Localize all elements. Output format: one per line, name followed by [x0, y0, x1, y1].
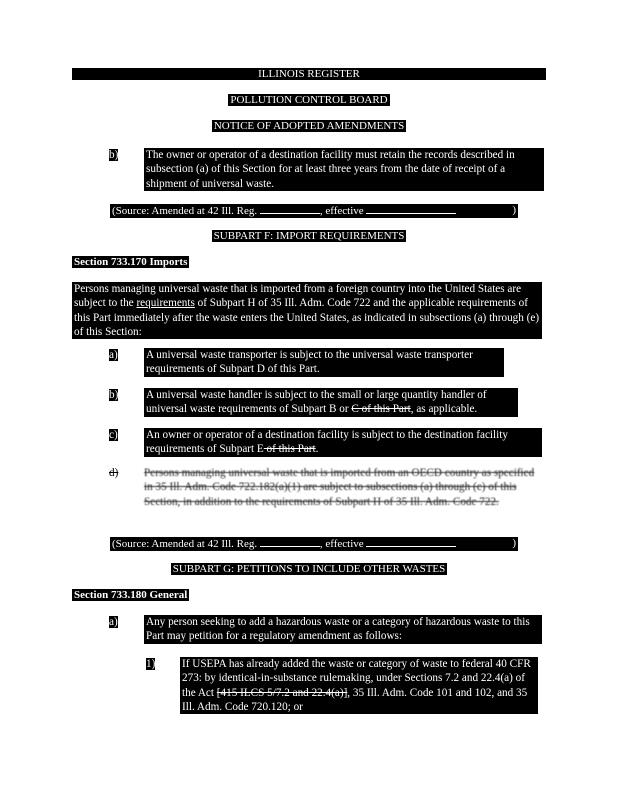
item-b-top-label: b) [109, 149, 119, 161]
item-a-general-text: Any person seeking to add a hazardous waste or a category of hazardous waste to this Part may petition for a regulatory amendment as follows: [144, 615, 542, 644]
source-1-blank-reg [260, 204, 320, 214]
register-title [72, 68, 546, 81]
source-2-suffix: ) [512, 537, 516, 549]
source-note-1 [110, 204, 518, 218]
source-2-blank-date [366, 537, 456, 547]
board-title [72, 94, 546, 107]
source-2-middle: , effective [319, 538, 367, 550]
item-1-label: 1) [146, 658, 156, 670]
imports-intro-paragraph [72, 282, 542, 339]
item-c-text [144, 428, 542, 457]
item-d-text [144, 466, 540, 509]
subpart-f-text: SUBPART F: IMPORT REQUIREMENTS [213, 230, 405, 242]
subpart-f-heading [72, 230, 546, 243]
requirements-link: requirements [136, 297, 195, 310]
notice-title [72, 120, 546, 133]
item-b-strike: C of this Part [351, 403, 411, 416]
item-c-label: c) [109, 429, 118, 441]
item-b-label: b) [109, 389, 119, 401]
item-c-text-post: . [315, 443, 319, 456]
subpart-g-heading [72, 563, 546, 576]
source-2-blank-reg [260, 537, 320, 547]
intro-part2: of Subpart H of 35 Ill. Adm. Code 722 and the applicable requirements of this Part immediately after the waste enters the United States, as indicated in subsections (a) through (e) of this Section: [74, 297, 540, 338]
section-180-heading [72, 589, 189, 602]
item-c-text-pre: An owner or operator of a destination facility is subject to the destination facility requirements of Subpart E [146, 429, 508, 456]
item-1-text [180, 657, 538, 714]
source-1-prefix: (Source: Amended at 42 Ill. Reg. [112, 205, 260, 217]
item-c-strike: of this Part [263, 443, 316, 456]
item-b-text-post: , as applicable. [410, 403, 478, 416]
item-d-text-body: Persons managing universal waste that is imported from an OECD country as specified in 35 Ill. Adm. Code 722.182(a)(1) are subject to subsections (a) through (c) of this Section, in addition to the requirements of Subpart H of 35 Ill. Adm. Code 722. [144, 467, 535, 508]
source-note-2 [110, 537, 518, 551]
item-b-text-pre: A universal waste handler is subject to the small or large quantity handler of universal waste requirements of Subpart B or [146, 389, 487, 416]
notice-title-text: NOTICE OF ADOPTED AMENDMENTS [213, 120, 405, 132]
section-170-heading [72, 256, 189, 269]
item-a-text: A universal waste transporter is subject to the universal waste transporter requirements of Subpart D of this Part. [144, 348, 504, 377]
subpart-g-text: SUBPART G: PETITIONS TO INCLUDE OTHER WASTES [172, 563, 446, 575]
source-2-prefix: (Source: Amended at 42 Ill. Reg. [112, 538, 260, 550]
item-1-text-pre: If USEPA has already added the waste or category of waste to federal 40 CFR 273: by identical-in-substance rulemaking, under Sections 7.2 and 22.4(a) of the Act [182, 658, 531, 699]
item-1-strike: [415 ILCS 5/7.2 and 22.4(a)] [216, 686, 348, 699]
section-170-text: Section 733.170 Imports [74, 256, 188, 268]
item-1-text-post: , 35 Ill. Adm. Code 101 and 102, and 35 Ill. Adm. Code 720.120; or [182, 686, 528, 713]
section-180-text: Section 733.180 General [74, 589, 188, 601]
source-1-suffix: ) [512, 204, 516, 216]
board-title-text: POLLUTION CONTROL BOARD [230, 94, 388, 106]
item-d-label: d) [109, 467, 119, 479]
register-title-text: ILLINOIS REGISTER [258, 68, 360, 80]
item-a-general-label: a) [109, 616, 118, 628]
item-b-text [144, 388, 518, 417]
intro-part1: Persons managing universal waste that is imported from a foreign country into the United States are subject to the [74, 283, 522, 310]
source-1-middle: , effective [319, 205, 367, 217]
item-a-label: a) [109, 349, 118, 361]
source-1-blank-date [366, 204, 456, 214]
item-b-top-text: The owner or operator of a destination facility must retain the records described in subsection (a) of this Section for at least three years from the date of receipt of a shipment of universal waste. [144, 148, 544, 191]
